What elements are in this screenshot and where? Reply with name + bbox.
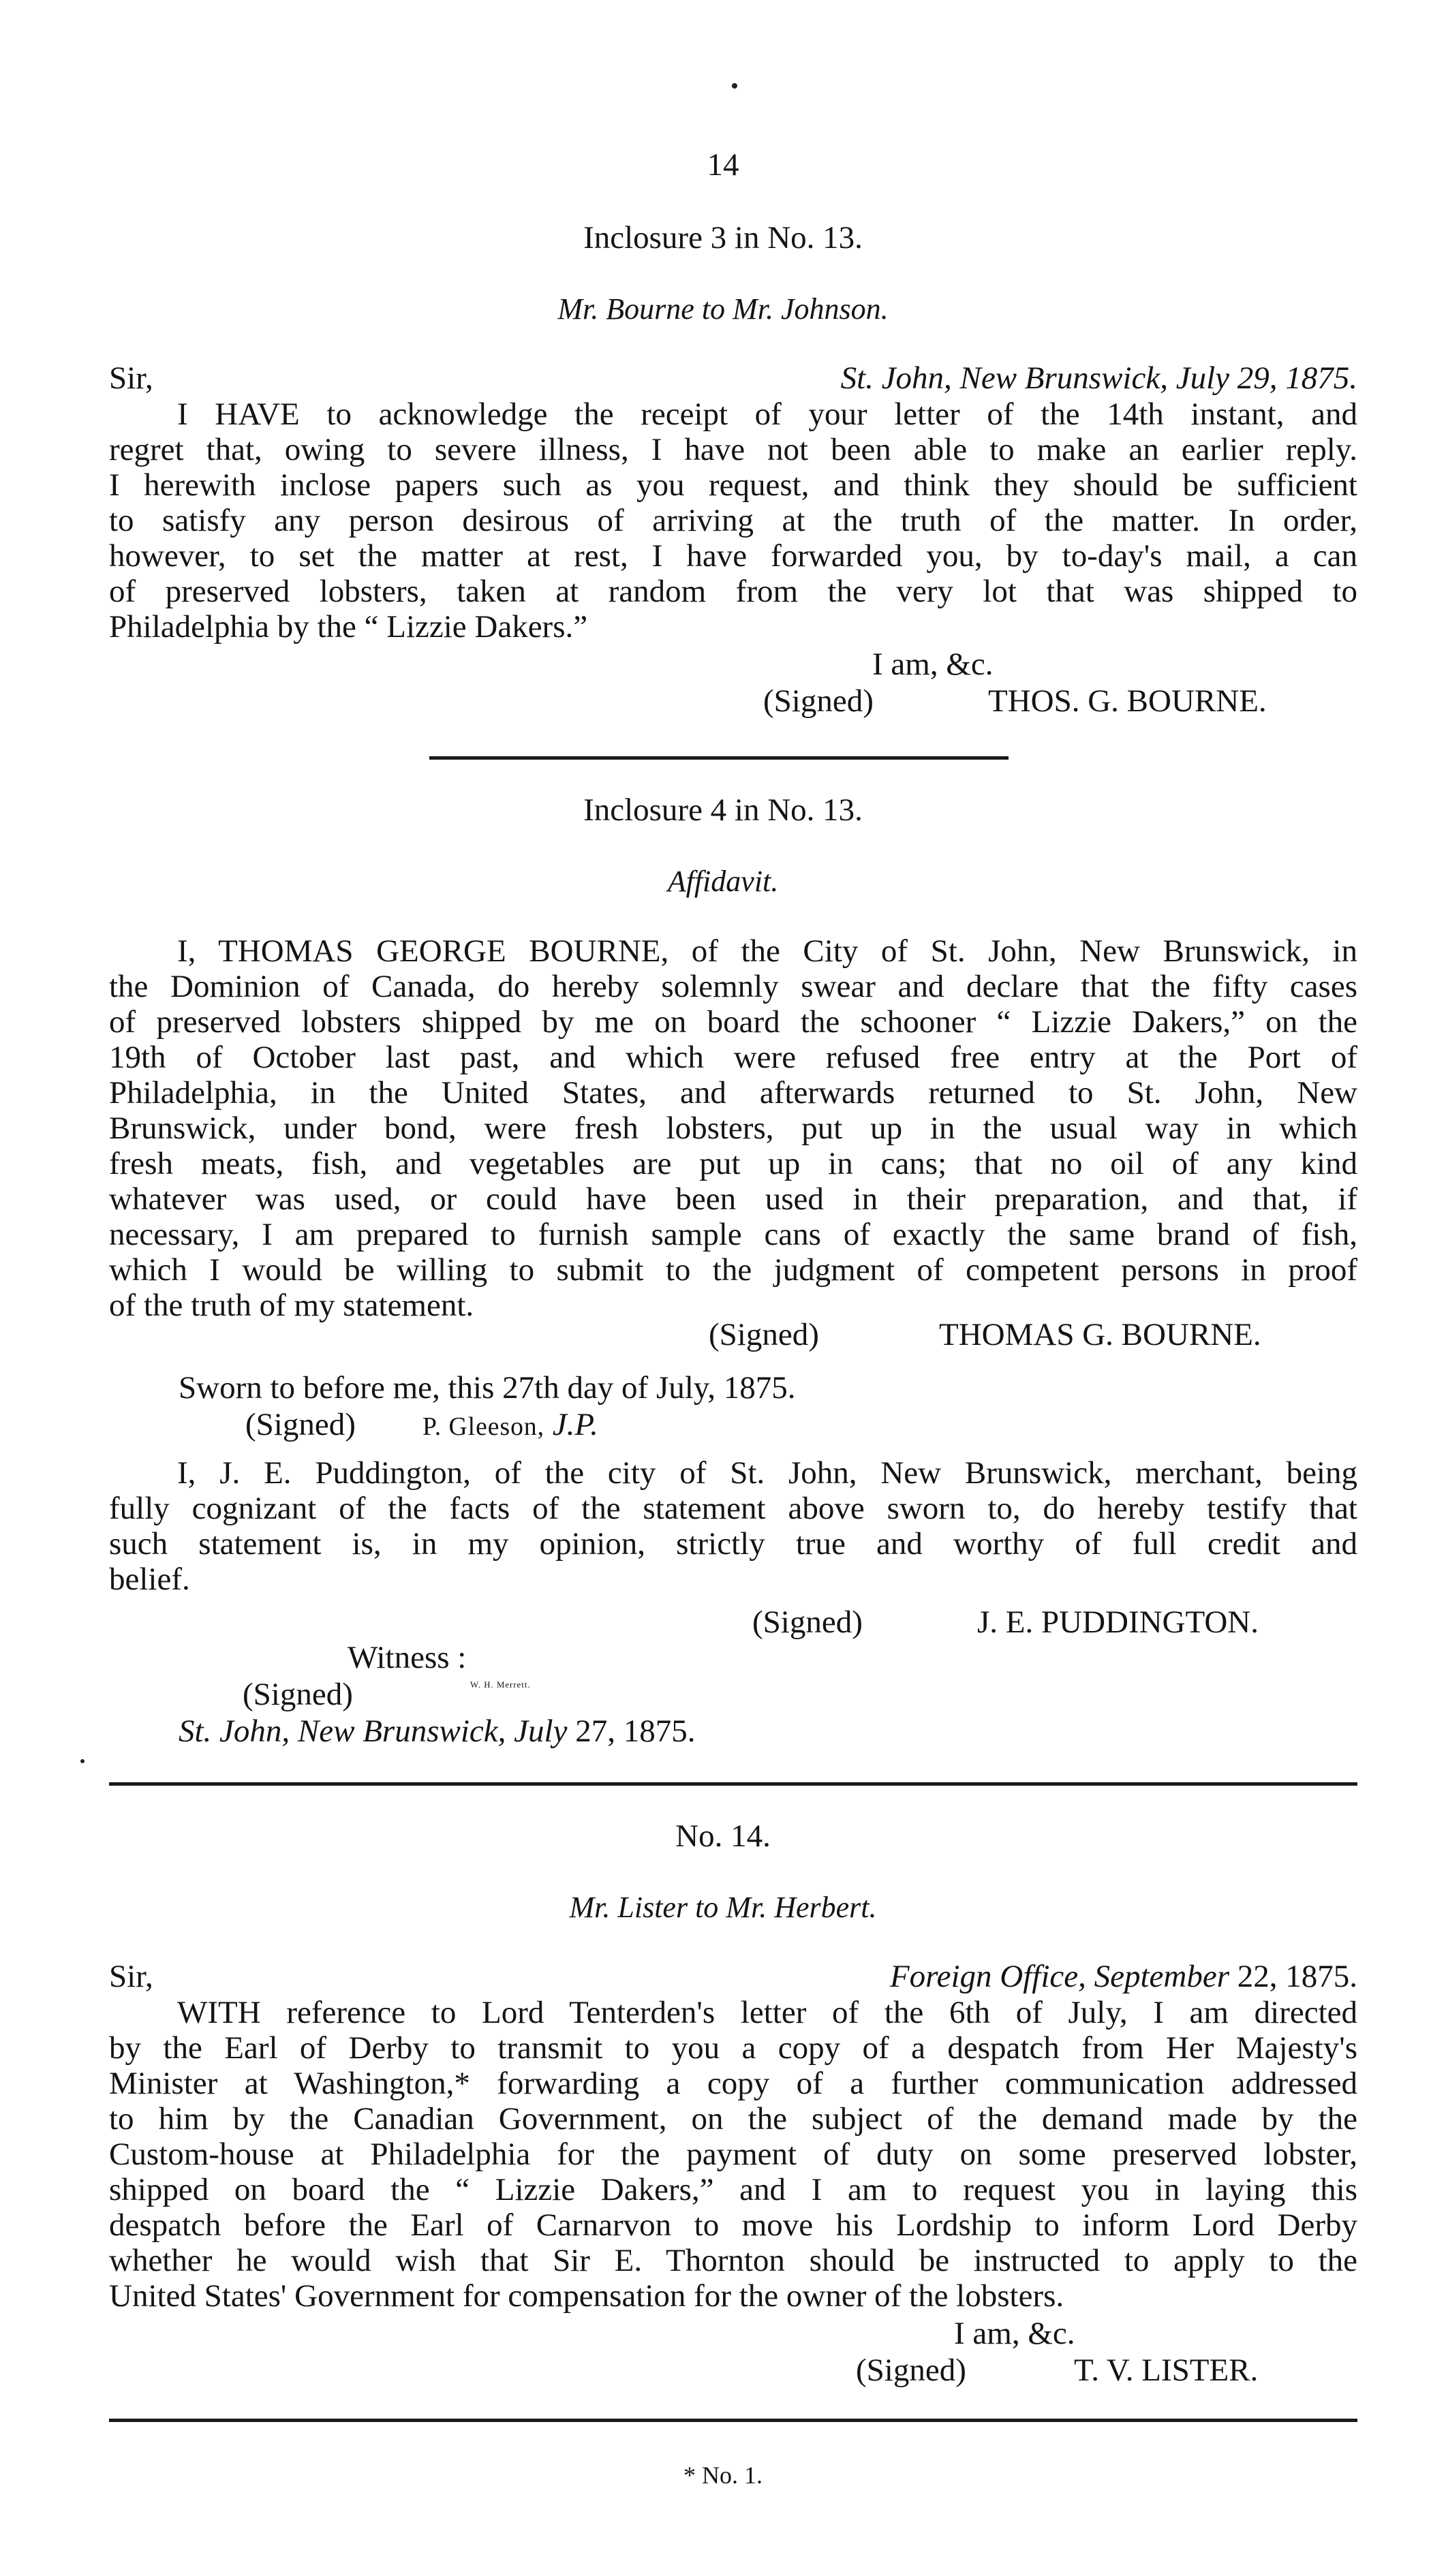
body-line: the Dominion of Canada, do hereby solemnly swear and declare that the fifty cases — [109, 969, 1357, 1004]
sworn-signed: (Signed) — [245, 1407, 356, 1442]
body-line: which I would be willing to submit to the judgment of competent persons in proof — [109, 1252, 1357, 1288]
witness-signed: (Signed) — [243, 1677, 353, 1712]
no14-dateline-date: 22, 1875. — [1237, 1959, 1357, 1994]
testimony-signed: (Signed) — [752, 1604, 863, 1640]
body-line: United States' Government for compensation for the owner of the lobsters. — [109, 2278, 1064, 2314]
body-line: Brunswick, under bond, were fresh lobsters, put up in the usual way in which — [109, 1111, 1357, 1146]
body-line: Custom-house at Philadelphia for the payment of duty on some preserved lobster, — [109, 2137, 1357, 2172]
print-mark — [732, 83, 737, 89]
body-line: I, THOMAS GEORGE BOURNE, of the City of St. John, New Brunswick, in — [177, 933, 1357, 969]
inclosure4-heading: Inclosure 4 in No. 13. — [583, 792, 863, 828]
body-line: of preserved lobsters, taken at random from the very lot that was shipped to — [109, 574, 1357, 609]
body-line: however, to set the matter at rest, I have forwarded you, by to-day's mail, a can — [109, 538, 1357, 574]
sworn-name: P. Gleeson, — [422, 1413, 545, 1441]
no14-subheading: Mr. Lister to Mr. Herbert. — [569, 1891, 877, 1924]
inclosure3-body — [109, 397, 1357, 645]
sworn-statement: Sworn to before me, this 27th day of July, 1875. — [179, 1370, 796, 1406]
no14-signed: (Signed) — [856, 2353, 966, 2388]
body-line: of the truth of my statement. — [109, 1288, 474, 1323]
print-mark — [80, 1759, 84, 1763]
no14-salutation: Sir, — [109, 1959, 153, 1994]
body-line: belief. — [109, 1562, 190, 1597]
body-line: Philadelphia by the “ Lizzie Dakers.” — [109, 609, 588, 645]
sworn-title: J.P. — [552, 1407, 598, 1442]
affidavit-signed: (Signed) — [709, 1317, 819, 1352]
footnote: * No. 1. — [683, 2462, 763, 2489]
affidavit-signature: THOMAS G. BOURNE. — [939, 1317, 1261, 1352]
inclosure3-salutation: Sir, — [109, 360, 153, 396]
body-line: whatever was used, or could have been used in their preparation, and that, if — [109, 1181, 1357, 1217]
no14-dateline-place: Foreign Office, September — [889, 1959, 1229, 1994]
no14-signature: T. V. LISTER. — [1074, 2353, 1259, 2388]
no14-heading: No. 14. — [675, 1818, 771, 1854]
body-line: I herewith inclose papers such as you request, and think they should be sufficient — [109, 467, 1357, 503]
inclosure3-closing: I am, &c. — [872, 647, 994, 682]
no14-closing: I am, &c. — [954, 2316, 1075, 2351]
sworn-name-line — [422, 1406, 598, 1443]
witness-place: St. John, New Brunswick, July — [179, 1713, 568, 1749]
body-line: 19th of October last past, and which were refused free entry at the Port of — [109, 1040, 1357, 1075]
inclosure3-subheading: Mr. Bourne to Mr. Johnson. — [557, 292, 889, 326]
body-line: to him by the Canadian Government, on the subject of the demand made by the — [109, 2101, 1357, 2137]
body-line: whether he would wish that Sir E. Thornton should be instructed to apply to the — [109, 2243, 1357, 2278]
page-number: 14 — [707, 147, 739, 183]
inclosure3-heading: Inclosure 3 in No. 13. — [583, 220, 863, 255]
body-line: shipped on board the “ Lizzie Dakers,” and I am to request you in laying this — [109, 2172, 1357, 2207]
witness-name: W. H. Merrett. — [470, 1680, 531, 1690]
section-divider — [109, 2419, 1357, 2422]
inclosure3-signature: THOS. G. BOURNE. — [988, 683, 1267, 719]
no14-dateline — [890, 1958, 1357, 1995]
body-line: I, J. E. Puddington, of the city of St. John, New Brunswick, merchant, being — [177, 1455, 1357, 1491]
no14-body — [109, 1995, 1357, 2314]
body-line: fully cognizant of the facts of the statement above sworn to, do hereby testify that — [109, 1491, 1357, 1526]
body-line: I HAVE to acknowledge the receipt of your letter of the 14th instant, and — [177, 397, 1357, 432]
body-line: such statement is, in my opinion, strictly true and worthy of full credit and — [109, 1526, 1357, 1562]
witness-dateline — [179, 1713, 695, 1750]
body-line: fresh meats, fish, and vegetables are put up in cans; that no oil of any kind — [109, 1146, 1357, 1181]
body-line: necessary, I am prepared to furnish sample cans of exactly the same brand of fish, — [109, 1217, 1357, 1252]
body-line: by the Earl of Derby to transmit to you a copy of a despatch from Her Majesty's — [109, 2030, 1357, 2066]
testimony-body — [109, 1455, 1357, 1597]
testimony-signature: J. E. PUDDINGTON. — [977, 1604, 1259, 1640]
body-line: of preserved lobsters shipped by me on board the schooner “ Lizzie Dakers,” on the — [109, 1004, 1357, 1040]
inclosure3-signed: (Signed) — [763, 683, 874, 719]
witness-date: 27, 1875. — [575, 1713, 696, 1749]
section-divider — [109, 1782, 1357, 1786]
affidavit-body — [109, 933, 1357, 1323]
body-line: to satisfy any person desirous of arriving at the truth of the matter. In order, — [109, 503, 1357, 538]
body-line: Minister at Washington,* forwarding a copy of a further communication addressed — [109, 2066, 1357, 2101]
body-line: Philadelphia, in the United States, and afterwards returned to St. John, New — [109, 1075, 1357, 1111]
body-line: despatch before the Earl of Carnarvon to move his Lordship to inform Lord Derby — [109, 2207, 1357, 2243]
body-line: WITH reference to Lord Tenterden's letter of the 6th of July, I am directed — [177, 1995, 1357, 2030]
section-divider — [429, 756, 1009, 760]
inclosure3-dateline: St. John, New Brunswick, July 29, 1875. — [840, 360, 1357, 396]
body-line: regret that, owing to severe illness, I have not been able to make an earlier reply. — [109, 432, 1357, 467]
witness-label: Witness : — [348, 1640, 467, 1675]
inclosure4-subheading: Affidavit. — [667, 865, 779, 898]
